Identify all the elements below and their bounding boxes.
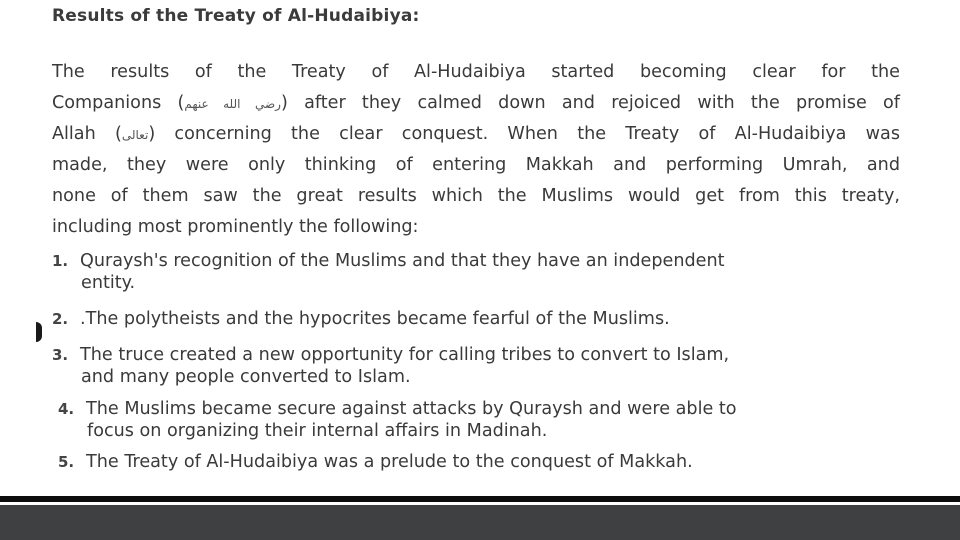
list-item	[58, 398, 737, 442]
list-number: 5.	[58, 453, 75, 471]
paragraph-text: ) after they calmed down and rejoiced with the promise of	[280, 93, 900, 113]
paragraph-line-4: made, they were only thinking of entering Makkah and performing Umrah, and	[52, 155, 900, 175]
list-item-text: The Muslims became secure against attacks by Quraysh and were able to	[86, 399, 737, 419]
list-item	[52, 308, 670, 330]
list-item-continuation: entity.	[81, 273, 136, 293]
list-item-continuation: and many people converted to Islam.	[81, 367, 411, 387]
paragraph-line-5: none of them saw the great results which the Muslims would get from this treaty,	[52, 186, 900, 206]
intro-paragraph	[52, 59, 900, 245]
honorific-glyph: رضي الله عنهم	[184, 97, 281, 111]
list-item-text: The truce created a new opportunity for calling tribes to convert to Islam,	[80, 345, 730, 365]
footer-bar	[0, 505, 960, 540]
list-number: 2.	[52, 310, 69, 328]
slide-edge-marker	[36, 322, 42, 342]
list-item-text: .The polytheists and the hypocrites became fearful of the Muslims.	[80, 309, 670, 329]
list-item	[52, 250, 725, 294]
paragraph-text: Allah (	[52, 124, 122, 144]
list-number: 4.	[58, 400, 75, 418]
paragraph-text: ) concerning the clear conquest. When the Treaty of Al-Hudaibiya was	[148, 124, 901, 144]
divider-line	[0, 496, 960, 502]
list-item	[52, 344, 729, 388]
list-number: 1.	[52, 252, 69, 270]
list-number: 3.	[52, 346, 69, 364]
list-item-text: Quraysh's recognition of the Muslims and that they have an independent	[80, 251, 725, 271]
honorific-glyph: تعالى	[121, 128, 149, 142]
list-item	[58, 451, 693, 473]
list-item-text: The Treaty of Al-Hudaibiya was a prelude to the conquest of Makkah.	[86, 452, 693, 472]
paragraph-line-6: including most prominently the following:	[52, 217, 419, 237]
paragraph-line-2	[52, 90, 900, 121]
section-heading: Results of the Treaty of Al-Hudaibiya:	[52, 6, 420, 26]
paragraph-line-1: The results of the Treaty of Al-Hudaibiya started becoming clear for the	[52, 62, 900, 82]
list-item-continuation: focus on organizing their internal affairs in Madinah.	[87, 421, 548, 441]
paragraph-line-3	[52, 121, 900, 152]
paragraph-text: Companions (	[52, 93, 185, 113]
